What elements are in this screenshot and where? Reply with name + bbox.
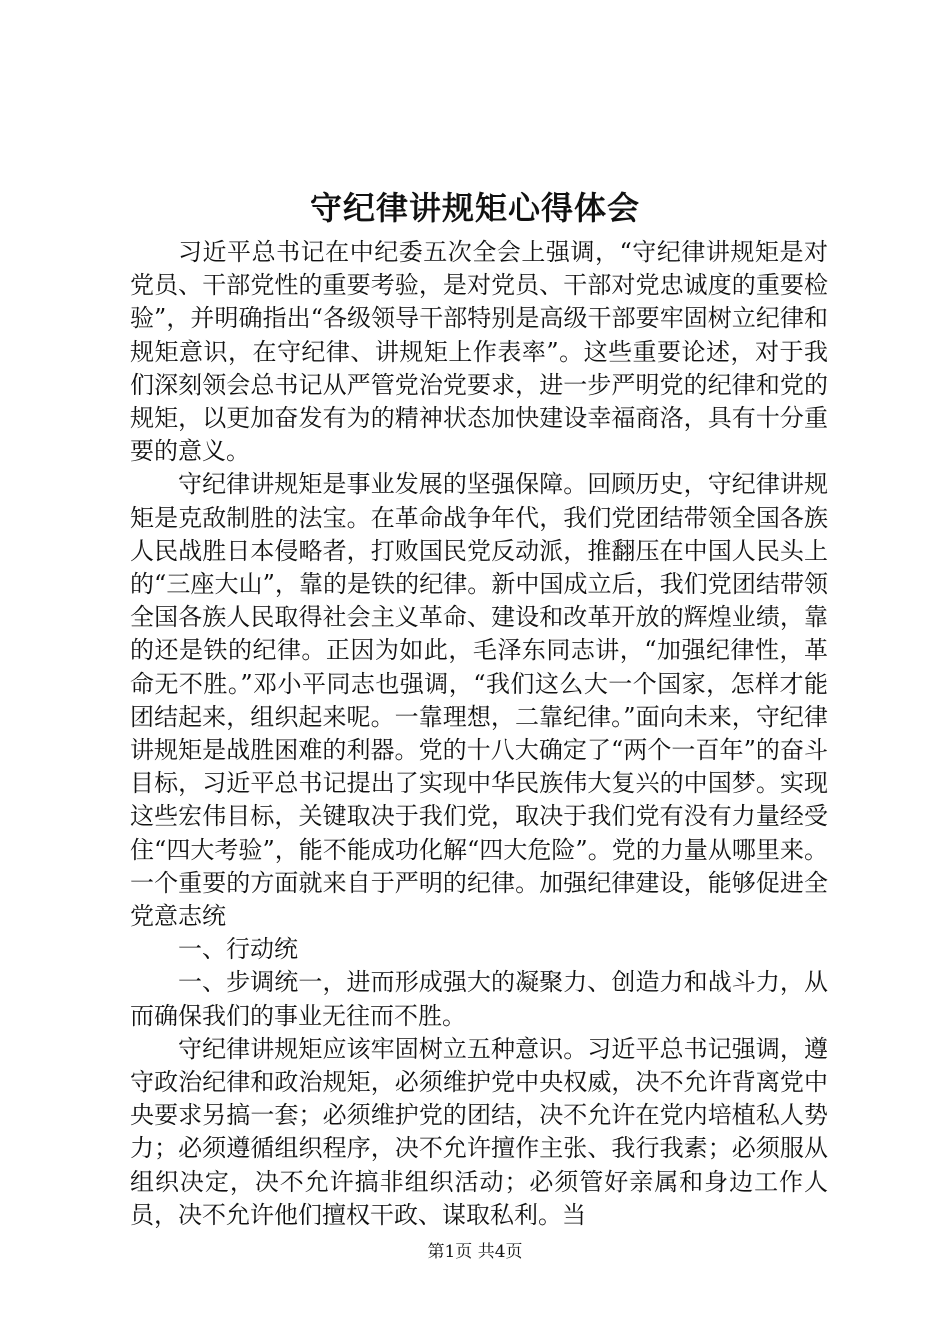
- paragraph-2: 守纪律讲规矩是事业发展的坚强保障。回顾历史，守纪律讲规矩是克敌制胜的法宝。在革命战争年代，我们党团结带领全国各族人民战胜日本侵略者，打败国民党反动派，推翻压在中国人民头上的“三座大山”，靠的是铁的纪律。新中国成立后，我们党团结带领全国各族人民取得社会主义革命、建设和改革开放的辉煌业绩，靠的还是铁的纪律。正因为如此，毛泽东同志讲，“加强纪律性，革命无不胜。”邓小平同志也强调，“我们这么大一个国家，怎样才能团结起来，组织起来呢。一靠理想，二靠纪律。”面向未来，守纪律讲规矩是战胜困难的利器。党的十八大确定了“两个一百年”的奋斗目标，习近平总书记提出了实现中华民族伟大复兴的中国梦。实现这些宏伟目标，关键取决于我们党，取决于我们党有没有力量经受住“四大考验”，能不能成功化解“四大危险”。党的力量从哪里来。一个重要的方面就来自于严明的纪律。加强纪律建设，能够促进全党意志统: [130, 470, 828, 931]
- document-title: 守纪律讲规矩心得体会: [309, 189, 640, 227]
- paragraph-1: 习近平总书记在中纪委五次全会上强调，“守纪律讲规矩是对党员、干部党性的重要考验，是对党员、干部对党忠诚度的重要检验”，并明确指出“各级领导干部特别是高级干部要牢固树立纪律和规矩意识，在守纪律、讲规矩上作表率”。这些重要论述，对于我们深刻领会总书记从严管党治党要求，进一步严明党的纪律和党的规矩，以更加奋发有为的精神状态加快建设幸福商洛，具有十分重要的意义。: [130, 238, 828, 466]
- paragraph-5: 守纪律讲规矩应该牢固树立五种意识。习近平总书记强调，遵守政治纪律和政治规矩，必须维护党中央权威，决不允许背离党中央要求另搞一套；必须维护党的团结，决不允许在党内培植私人势力；必须遵循组织程序，决不允许擅作主张、我行我素；必须服从组织决定，决不允许搞非组织活动；必须管好亲属和身边工作人员，决不允许他们擅权干政、谋取私利。当: [130, 1034, 828, 1229]
- paragraph-4: 一、步调统一，进而形成强大的凝聚力、创造力和战斗力，从而确保我们的事业无往而不胜。: [130, 968, 828, 1030]
- document-body: [130, 236, 828, 1232]
- page-footer: 第1页 共4页: [427, 1242, 523, 1262]
- paragraph-3: 一、行动统: [178, 935, 298, 964]
